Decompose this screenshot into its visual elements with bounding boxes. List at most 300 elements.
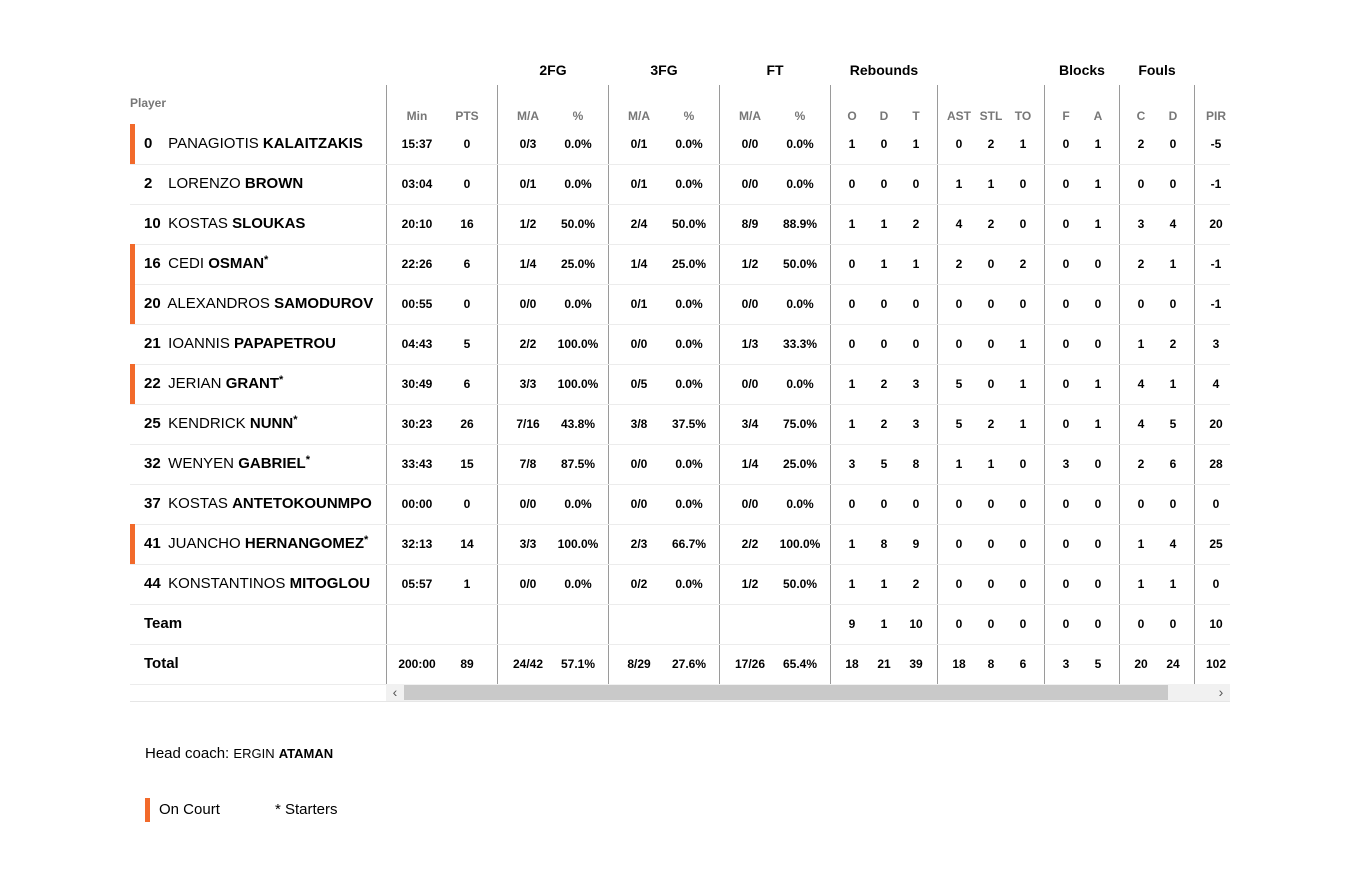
stat-fg3-pct: 27.6% (671, 657, 707, 671)
head-coach-label: Head coach: (145, 745, 230, 762)
stat-reb-d: 1 (880, 217, 888, 231)
stat-foul-d: 2 (1169, 337, 1177, 351)
stat-foul-c: 1 (1137, 337, 1145, 351)
player-first-name: KOSTAS (168, 215, 228, 232)
stat-reb-o: 1 (848, 417, 856, 431)
stat-reb-d: 1 (880, 577, 888, 591)
stat-ft-ma: 1/2 (741, 577, 759, 591)
stat-reb-t: 2 (912, 577, 920, 591)
stat-foul-c: 2 (1137, 137, 1145, 151)
stat-foul-d: 5 (1169, 417, 1177, 431)
stat-min: 04:43 (401, 337, 433, 351)
player-row[interactable] (130, 444, 386, 485)
player-stats-row (386, 244, 1230, 285)
player-last-name: SLOUKAS (232, 215, 306, 232)
player-number: 2 (144, 175, 153, 192)
scroll-left-icon[interactable]: ‹ (392, 684, 398, 700)
col-header-foul_d[interactable]: D (1168, 109, 1178, 123)
stat-reb-o: 1 (848, 217, 856, 231)
stat-pir: 0 (1212, 497, 1220, 511)
stat-blk-f: 0 (1062, 137, 1070, 151)
player-name[interactable] (144, 524, 368, 564)
stat-fg2-ma: 0/3 (519, 137, 537, 151)
stat-ast: 4 (955, 217, 963, 231)
stat-pts: 5 (463, 337, 471, 351)
stat-reb-t: 39 (909, 657, 923, 671)
group-header-blocks: Blocks (1059, 62, 1105, 78)
stat-ft-pct: 0.0% (786, 497, 814, 511)
player-stats-row (386, 124, 1230, 165)
stat-reb-t: 3 (912, 417, 920, 431)
col-header-fg2_pct[interactable]: % (572, 109, 584, 123)
stat-pir: -1 (1210, 177, 1222, 191)
stat-pir: 20 (1209, 417, 1223, 431)
player-last-name: HERNANGOMEZ (244, 535, 365, 552)
stat-fg3-ma: 0/5 (630, 377, 648, 391)
player-number: 16 (144, 255, 161, 272)
stat-blk-f: 0 (1062, 617, 1070, 631)
stat-fg3-pct: 0.0% (675, 337, 703, 351)
stat-fg2-pct: 0.0% (564, 297, 592, 311)
col-header-blk_f[interactable]: F (1062, 109, 1070, 123)
stat-pts: 16 (460, 217, 474, 231)
stat-min: 200:00 (398, 657, 436, 671)
stat-ast: 0 (955, 337, 963, 351)
stat-fg2-pct: 25.0% (560, 257, 596, 271)
stat-fg2-pct: 87.5% (560, 457, 596, 471)
player-name[interactable] (144, 124, 363, 164)
stat-reb-o: 1 (848, 537, 856, 551)
player-number: 41 (144, 535, 161, 552)
stat-foul-d: 4 (1169, 217, 1177, 231)
stat-ft-pct: 0.0% (786, 297, 814, 311)
stat-min: 00:00 (401, 497, 433, 511)
stat-foul-c: 4 (1137, 417, 1145, 431)
stat-fg2-pct: 0.0% (564, 497, 592, 511)
stat-to: 0 (1019, 497, 1027, 511)
stat-to: 0 (1019, 617, 1027, 631)
player-first-name: PANAGIOTIS (168, 135, 259, 152)
stat-ft-ma: 0/0 (741, 497, 759, 511)
stat-fg3-pct: 66.7% (671, 537, 707, 551)
stat-ft-ma: 2/2 (741, 537, 759, 551)
stat-fg2-pct: 0.0% (564, 177, 592, 191)
stat-stl: 0 (987, 537, 995, 551)
player-row[interactable] (130, 364, 386, 405)
stat-pir: -1 (1210, 257, 1222, 271)
stat-min: 33:43 (401, 457, 433, 471)
starter-mark: * (305, 454, 310, 466)
stat-foul-c: 0 (1137, 297, 1145, 311)
stat-min: 30:23 (401, 417, 433, 431)
stat-pir: -1 (1210, 297, 1222, 311)
stat-fg3-pct: 0.0% (675, 497, 703, 511)
player-row[interactable] (130, 164, 386, 205)
player-name[interactable] (144, 284, 373, 324)
player-row[interactable] (130, 484, 386, 525)
col-header-pts[interactable]: PTS (455, 109, 479, 123)
stat-blk-f: 0 (1062, 577, 1070, 591)
col-header-reb_t[interactable]: T (912, 109, 920, 123)
stat-fg3-ma: 0/1 (630, 297, 648, 311)
stat-stl: 2 (987, 217, 995, 231)
stat-to: 1 (1019, 337, 1027, 351)
stat-reb-t: 1 (912, 137, 920, 151)
stat-foul-c: 4 (1137, 377, 1145, 391)
player-first-name: CEDI (168, 255, 205, 272)
stat-blk-a: 1 (1094, 377, 1102, 391)
stat-pir: 102 (1205, 657, 1227, 671)
player-row[interactable] (130, 324, 386, 365)
stat-fg2-pct: 100.0% (557, 537, 599, 551)
player-stats-row (386, 484, 1230, 525)
stat-to: 1 (1019, 137, 1027, 151)
stat-reb-o: 3 (848, 457, 856, 471)
col-header-min[interactable]: Min (406, 109, 428, 123)
stat-min: 03:04 (401, 177, 433, 191)
team-stats-row (386, 604, 1230, 645)
stat-reb-d: 1 (880, 617, 888, 631)
stats-scroll-area[interactable] (386, 0, 1230, 702)
stat-blk-a: 0 (1094, 617, 1102, 631)
player-last-name: PAPAPETROU (234, 335, 336, 352)
stat-min (386, 604, 448, 644)
player-first-name: KOSTAS (168, 495, 228, 512)
player-row[interactable] (130, 124, 386, 165)
stat-fg3-ma: 8/29 (627, 657, 651, 671)
stat-reb-d: 0 (880, 337, 888, 351)
stat-ft-pct: 0.0% (786, 377, 814, 391)
stat-ft-ma: 1/2 (741, 257, 759, 271)
stat-pts: 0 (463, 177, 471, 191)
stat-reb-d: 5 (880, 457, 888, 471)
col-header-to[interactable]: TO (1014, 109, 1032, 123)
stat-foul-c: 2 (1137, 257, 1145, 271)
player-name[interactable] (144, 244, 268, 284)
stat-min: 15:37 (401, 137, 433, 151)
stat-foul-d: 6 (1169, 457, 1177, 471)
col-header-fg3_ma[interactable]: M/A (628, 109, 650, 123)
player-row[interactable] (130, 524, 386, 565)
player-number: 21 (144, 335, 161, 352)
stat-reb-o: 0 (848, 297, 856, 311)
stat-ft-ma: 0/0 (741, 137, 759, 151)
stat-fg3-ma: 0/0 (630, 337, 648, 351)
stat-reb-o: 1 (848, 137, 856, 151)
stat-blk-f: 0 (1062, 217, 1070, 231)
player-last-name: SAMODUROV (274, 295, 374, 312)
stat-reb-d: 0 (880, 497, 888, 511)
stat-blk-a: 1 (1094, 177, 1102, 191)
col-header-fg2_ma[interactable]: M/A (517, 109, 539, 123)
stat-reb-d: 0 (880, 297, 888, 311)
stat-ft-ma: 1/3 (741, 337, 759, 351)
stat-fg2-ma: 3/3 (519, 377, 537, 391)
player-first-name: JERIAN (168, 375, 222, 392)
stat-pts: 26 (460, 417, 474, 431)
col-header-pir[interactable]: PIR (1205, 109, 1226, 123)
stat-foul-d: 4 (1169, 537, 1177, 551)
stat-stl: 1 (987, 457, 995, 471)
total-row (130, 644, 386, 685)
stat-fg2-ma: 24/42 (512, 657, 544, 671)
player-name[interactable] (144, 204, 305, 244)
stat-fg2-pct: 43.8% (560, 417, 596, 431)
stat-pir: 4 (1212, 377, 1220, 391)
stat-fg2-ma: 0/0 (519, 297, 537, 311)
stat-foul-c: 20 (1134, 657, 1148, 671)
stat-ast: 0 (955, 617, 963, 631)
stat-fg3-ma: 0/0 (630, 457, 648, 471)
player-name[interactable] (144, 404, 297, 444)
stat-blk-a: 0 (1094, 497, 1102, 511)
stat-stl: 2 (987, 417, 995, 431)
player-last-name: GRANT (225, 375, 280, 392)
stat-blk-f: 3 (1062, 457, 1070, 471)
scroll-thumb[interactable] (404, 685, 1168, 700)
total-stats-row (386, 644, 1230, 685)
player-name[interactable] (144, 324, 336, 364)
stat-foul-c: 3 (1137, 217, 1145, 231)
stat-reb-t: 2 (912, 217, 920, 231)
stat-ast: 0 (955, 537, 963, 551)
player-stats-row (386, 444, 1230, 485)
stat-fg2-pct (552, 604, 604, 644)
stat-fg2-pct: 100.0% (557, 337, 599, 351)
stat-min: 32:13 (401, 537, 433, 551)
stat-fg2-ma: 1/2 (519, 217, 537, 231)
stat-fg3-pct: 25.0% (671, 257, 707, 271)
player-row[interactable] (130, 564, 386, 605)
stat-ft-pct: 65.4% (782, 657, 818, 671)
player-name[interactable] (144, 164, 303, 204)
player-first-name: JUANCHO (168, 535, 241, 552)
stat-blk-a: 0 (1094, 537, 1102, 551)
stat-pir: -5 (1210, 137, 1222, 151)
player-first-name: ALEXANDROS (167, 295, 270, 312)
stat-blk-f: 0 (1062, 417, 1070, 431)
stat-blk-a: 0 (1094, 337, 1102, 351)
player-last-name: GABRIEL (238, 455, 306, 472)
col-header-fg3_pct[interactable]: % (683, 109, 695, 123)
stat-foul-c: 2 (1137, 457, 1145, 471)
stat-fg2-ma: 7/16 (516, 417, 540, 431)
stat-stl: 0 (987, 617, 995, 631)
stat-fg3-pct: 0.0% (675, 297, 703, 311)
stat-blk-f: 3 (1062, 657, 1070, 671)
stat-ft-ma: 8/9 (741, 217, 759, 231)
on-court-marker-icon (130, 364, 135, 404)
player-row[interactable] (130, 404, 386, 445)
stat-blk-a: 5 (1094, 657, 1102, 671)
col-header-foul_c[interactable]: C (1136, 109, 1146, 123)
player-number: 22 (144, 375, 161, 392)
stat-ast: 18 (952, 657, 966, 671)
player-last-name: OSMAN (208, 255, 265, 272)
stat-reb-t: 0 (912, 177, 920, 191)
group-header-fg2: 2FG (539, 62, 567, 78)
col-header-ft_ma[interactable]: M/A (739, 109, 761, 123)
stat-fg2-ma: 7/8 (519, 457, 537, 471)
stat-fg2-pct: 50.0% (560, 217, 596, 231)
col-header-stl[interactable]: STL (979, 109, 1003, 123)
stat-to: 2 (1019, 257, 1027, 271)
starter-mark: * (264, 254, 269, 266)
horizontal-scrollbar[interactable] (386, 684, 1230, 701)
stat-to: 1 (1019, 377, 1027, 391)
stat-blk-a: 1 (1094, 217, 1102, 231)
stat-reb-t: 0 (912, 337, 920, 351)
stat-stl: 0 (987, 377, 995, 391)
stat-foul-c: 0 (1137, 497, 1145, 511)
stat-blk-f: 0 (1062, 337, 1070, 351)
player-name[interactable] (144, 484, 372, 524)
stat-pir: 20 (1209, 217, 1223, 231)
stat-pts: 89 (460, 657, 474, 671)
player-first-name: IOANNIS (168, 335, 230, 352)
player-stats-row (386, 404, 1230, 445)
stat-fg2-ma: 2/2 (519, 337, 537, 351)
stat-ft-pct: 88.9% (782, 217, 818, 231)
player-row[interactable] (130, 244, 386, 285)
stat-fg2-ma: 0/0 (519, 577, 537, 591)
player-stats-row (386, 324, 1230, 365)
stat-fg3-ma: 2/3 (630, 537, 648, 551)
stat-ft-pct: 100.0% (779, 537, 821, 551)
stat-pts: 0 (463, 137, 471, 151)
stat-foul-d: 1 (1169, 377, 1177, 391)
stat-ft-ma: 3/4 (741, 417, 759, 431)
player-name[interactable] (144, 564, 370, 604)
stat-stl: 0 (987, 297, 995, 311)
stat-stl: 2 (987, 137, 995, 151)
stat-reb-d: 0 (880, 177, 888, 191)
stat-stl: 0 (987, 257, 995, 271)
stat-fg3-ma: 3/8 (630, 417, 648, 431)
stat-fg3-ma: 0/1 (630, 177, 648, 191)
stat-foul-d: 0 (1169, 137, 1177, 151)
table-bottom-divider (130, 701, 1230, 702)
stat-ft-pct (772, 604, 828, 644)
player-last-name: KALAITZAKIS (262, 135, 363, 152)
starter-mark: * (364, 534, 369, 546)
stat-pts: 1 (463, 577, 471, 591)
stat-pts: 0 (463, 297, 471, 311)
col-header-ft_pct[interactable]: % (794, 109, 806, 123)
stat-fg3-pct (663, 604, 715, 644)
player-number: 32 (144, 455, 161, 472)
stat-reb-t: 1 (912, 257, 920, 271)
stat-to: 0 (1019, 297, 1027, 311)
player-stats-row (386, 164, 1230, 205)
stat-ast: 2 (955, 257, 963, 271)
stat-fg3-pct: 0.0% (675, 457, 703, 471)
stat-min: 30:49 (401, 377, 433, 391)
stat-min: 20:10 (401, 217, 433, 231)
stat-ft-ma: 1/4 (741, 457, 759, 471)
player-stats-row (386, 204, 1230, 245)
player-name[interactable] (144, 364, 283, 404)
stat-fg2-pct: 57.1% (560, 657, 596, 671)
stat-foul-d: 1 (1169, 577, 1177, 591)
stat-blk-a: 1 (1094, 137, 1102, 151)
player-row[interactable] (130, 284, 386, 325)
stat-pir: 3 (1212, 337, 1220, 351)
stat-ft-ma (724, 604, 776, 644)
stat-foul-d: 0 (1169, 177, 1177, 191)
stat-reb-o: 0 (848, 497, 856, 511)
stat-reb-t: 8 (912, 457, 920, 471)
stat-ft-ma: 0/0 (741, 297, 759, 311)
player-number: 37 (144, 495, 161, 512)
player-first-name: KONSTANTINOS (168, 575, 286, 592)
stat-reb-o: 0 (848, 257, 856, 271)
stat-reb-o: 0 (848, 337, 856, 351)
legend-starters: * Starters (275, 801, 338, 818)
col-header-blk_a[interactable]: A (1093, 109, 1103, 123)
stat-fg2-pct: 100.0% (557, 377, 599, 391)
stat-to: 0 (1019, 177, 1027, 191)
stat-ft-pct: 50.0% (782, 577, 818, 591)
stat-reb-o: 9 (848, 617, 856, 631)
stat-foul-d: 0 (1169, 297, 1177, 311)
stat-reb-d: 0 (880, 137, 888, 151)
stat-foul-c: 0 (1137, 617, 1145, 631)
player-row[interactable] (130, 204, 386, 245)
stat-reb-d: 8 (880, 537, 888, 551)
stat-pir: 10 (1209, 617, 1223, 631)
stat-pts (446, 604, 488, 644)
col-header-reb_d[interactable]: D (879, 109, 889, 123)
stat-foul-d: 24 (1166, 657, 1180, 671)
col-header-ast[interactable]: AST (947, 109, 971, 123)
stat-stl: 0 (987, 497, 995, 511)
player-stats-row (386, 524, 1230, 565)
player-stats-row (386, 564, 1230, 605)
player-header: Player (130, 96, 167, 110)
stat-blk-f: 0 (1062, 537, 1070, 551)
stat-stl: 0 (987, 577, 995, 591)
player-first-name: KENDRICK (168, 415, 246, 432)
stat-pts: 6 (463, 257, 471, 271)
stat-reb-t: 0 (912, 297, 920, 311)
player-name[interactable] (144, 444, 310, 484)
stat-fg2-ma: 3/3 (519, 537, 537, 551)
stat-reb-t: 3 (912, 377, 920, 391)
player-first-name: LORENZO (168, 175, 241, 192)
stat-blk-f: 0 (1062, 377, 1070, 391)
stat-blk-f: 0 (1062, 257, 1070, 271)
stat-blk-f: 0 (1062, 177, 1070, 191)
stat-pir: 28 (1209, 457, 1223, 471)
stat-foul-d: 1 (1169, 257, 1177, 271)
player-stats-row (386, 364, 1230, 405)
stat-reb-d: 1 (880, 257, 888, 271)
stat-reb-o: 0 (848, 177, 856, 191)
stat-fg3-pct: 0.0% (675, 137, 703, 151)
stat-reb-t: 9 (912, 537, 920, 551)
stat-fg2-ma: 0/1 (519, 177, 537, 191)
col-header-reb_o[interactable]: O (847, 109, 857, 123)
stat-pir: 25 (1209, 537, 1223, 551)
stat-fg3-ma (613, 604, 665, 644)
stat-ast: 0 (955, 577, 963, 591)
scroll-right-icon[interactable]: › (1218, 684, 1224, 700)
stat-pts: 6 (463, 377, 471, 391)
head-coach-first: ERGIN (233, 746, 275, 761)
group-header-fg3: 3FG (650, 62, 678, 78)
stat-ft-ma: 0/0 (741, 377, 759, 391)
